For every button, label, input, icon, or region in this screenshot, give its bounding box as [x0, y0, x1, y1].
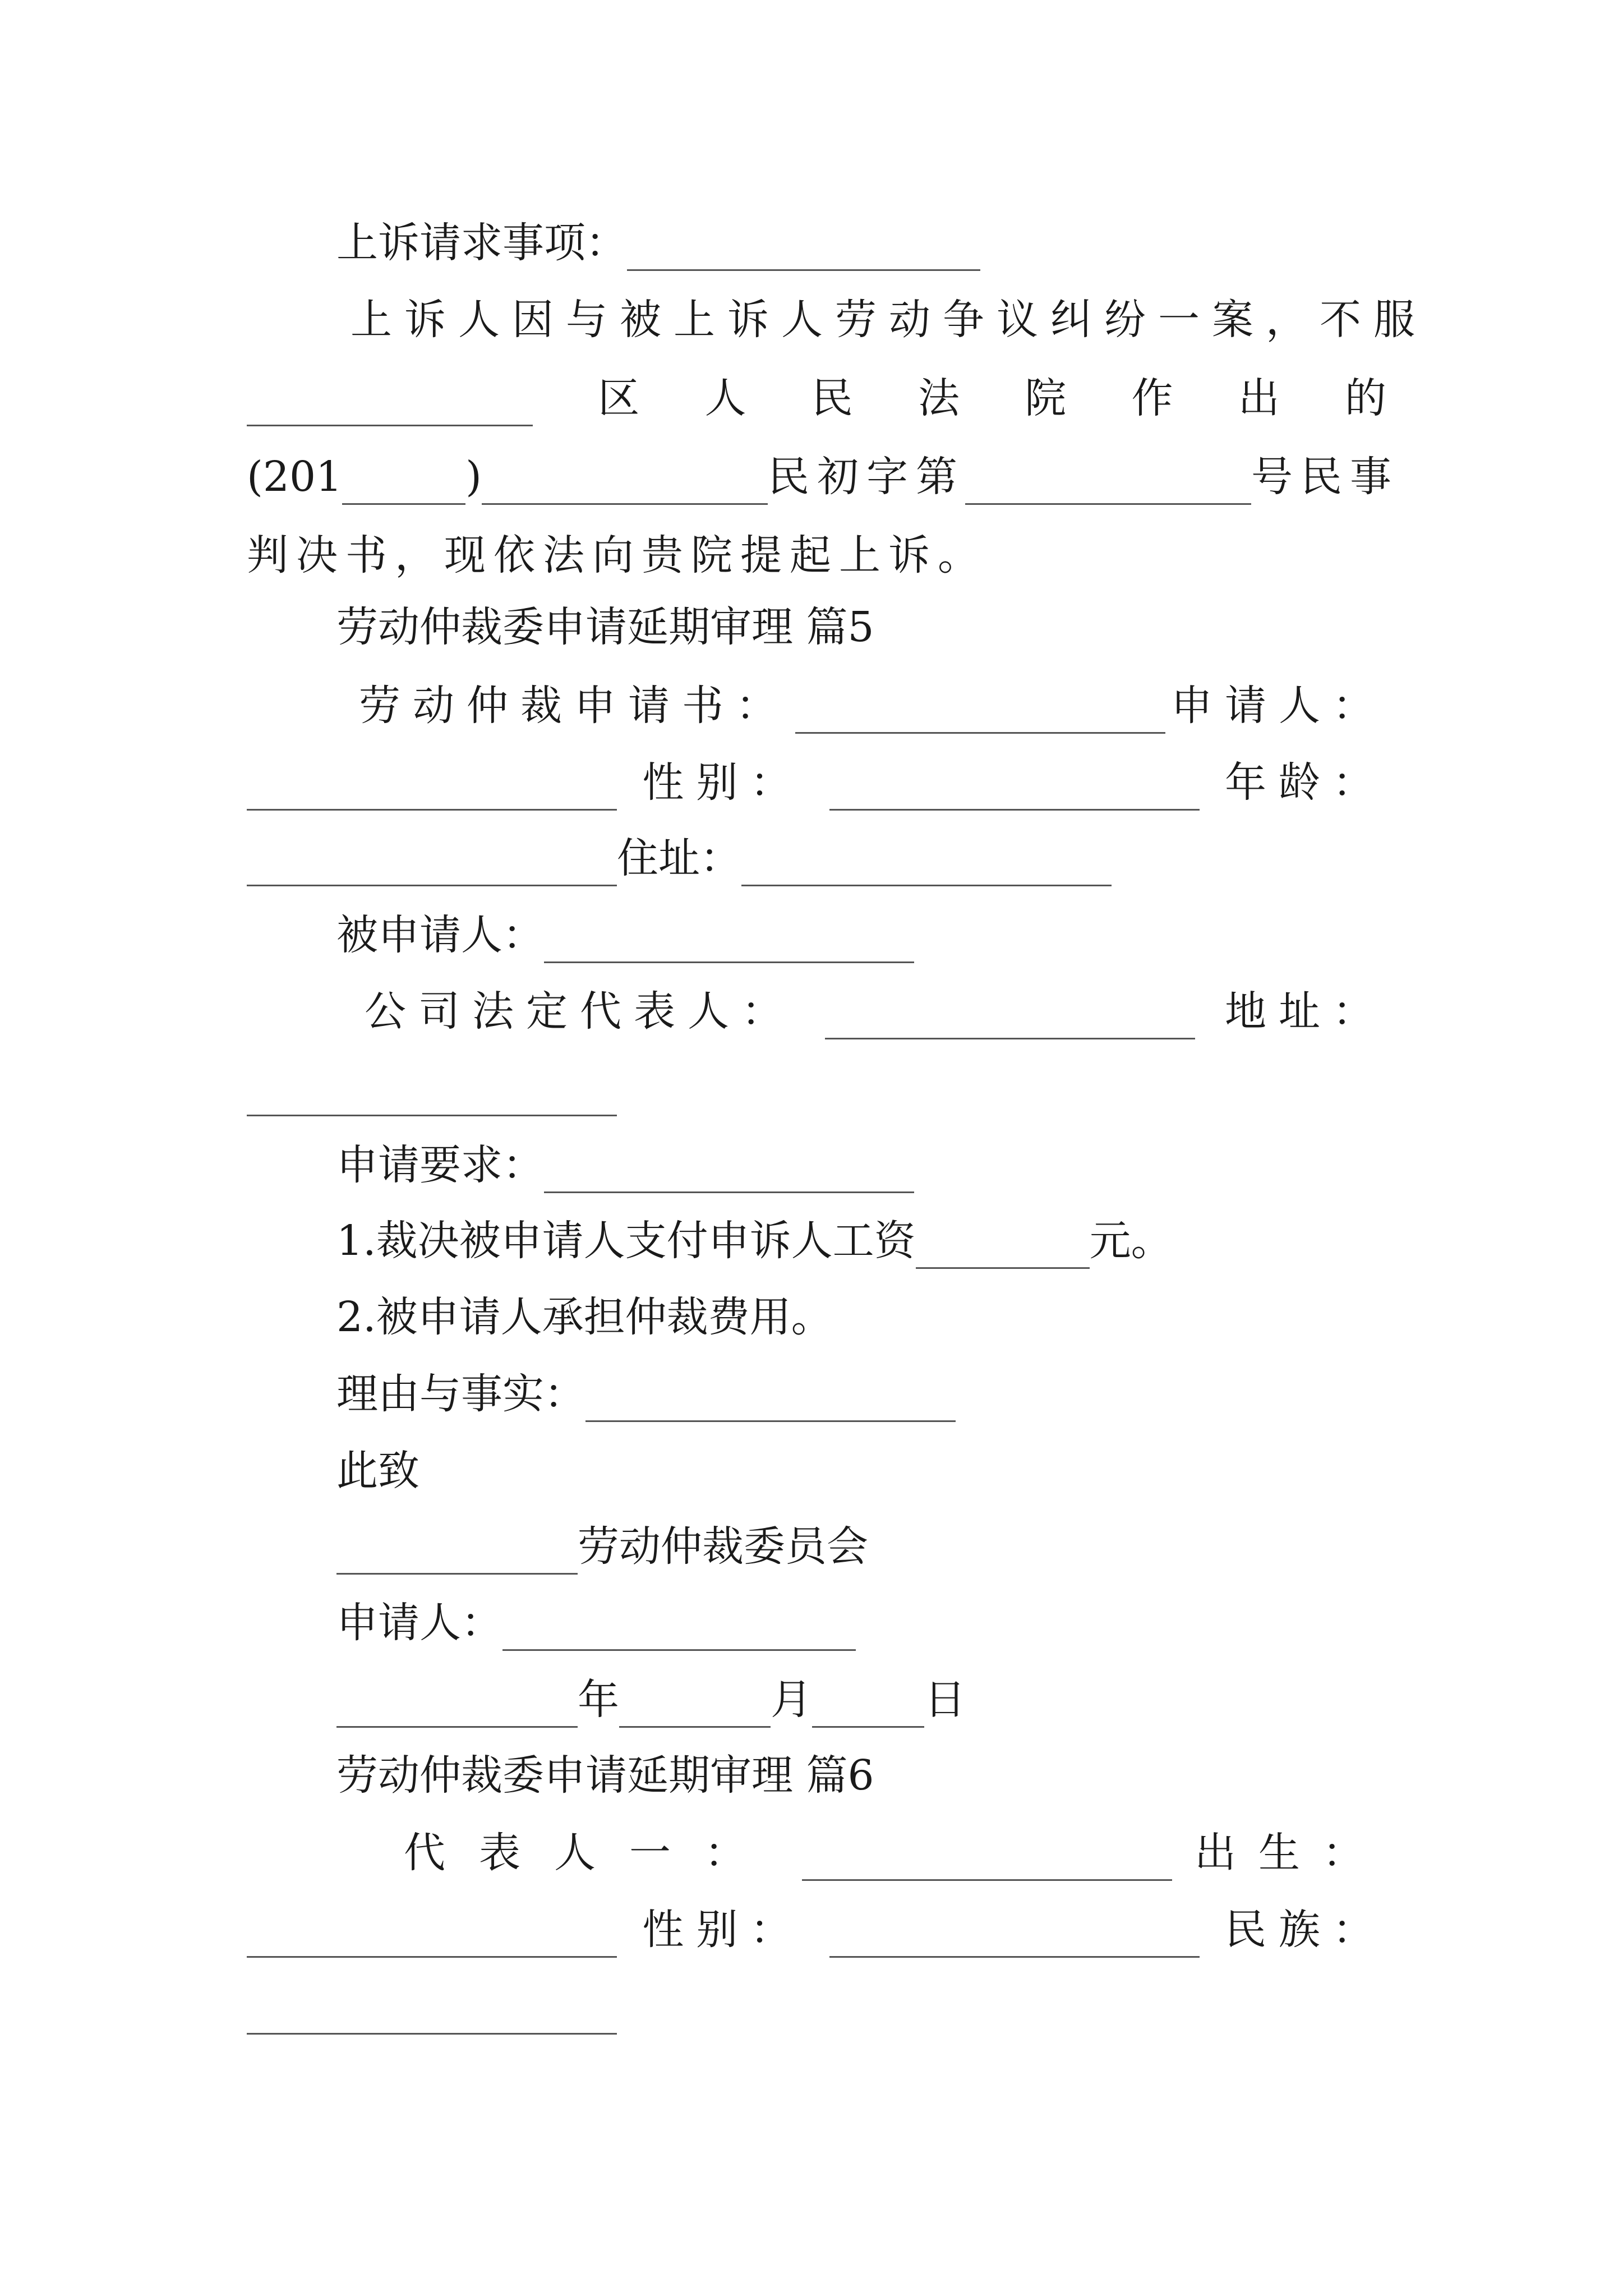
year-fill-blank [336, 1682, 578, 1728]
month-fill-blank [619, 1682, 771, 1728]
court-word: 民 [811, 374, 853, 422]
civil-case-label: 民初字第 [768, 453, 965, 501]
gender-age-line [247, 754, 1386, 811]
address-line [247, 830, 1112, 886]
section6-title-text: 劳动仲裁委申请延期审理 篇6 [336, 1751, 874, 1800]
legal-rep-label: 公司法定代表人： [365, 987, 795, 1036]
case-prefix-blank [482, 459, 768, 505]
reasons-blank [585, 1377, 956, 1422]
demand-1-line [336, 1213, 1173, 1269]
respondent-label: 被申请人： [336, 911, 544, 959]
court-word: 法 [918, 374, 960, 422]
rep1-label: 代表人一： [404, 1829, 780, 1877]
respondent-blank [544, 918, 914, 963]
section5-title [336, 599, 874, 655]
appeal-line-1 [351, 292, 1427, 348]
ethnicity-blank [247, 1989, 617, 2035]
year-blank [342, 459, 465, 505]
birth-blank [247, 1912, 617, 1958]
representative-line [404, 1825, 1386, 1881]
court-word: 人 [704, 374, 746, 422]
appeal-request-blank [627, 226, 980, 271]
age-blank [247, 841, 617, 886]
application-doc-line [359, 678, 1386, 734]
court-district-blank [247, 381, 533, 426]
demand-1-prefix: 1.裁决被申请人支付申诉人工资 [336, 1217, 916, 1265]
legal-rep-line [365, 983, 1386, 1039]
gender-blank [829, 765, 1200, 811]
applicant-label: 申请人： [1171, 682, 1386, 730]
demand-1-suffix: 元。 [1089, 1217, 1173, 1265]
committee-suffix: 劳动仲裁委员会 [578, 1522, 868, 1571]
date-line [336, 1672, 966, 1728]
demands-label: 申请要求： [336, 1141, 544, 1189]
reasons-label: 理由与事实： [336, 1370, 585, 1418]
gender2-label: 性别： [642, 1906, 804, 1954]
gender-ethnicity-line [247, 1902, 1386, 1958]
year-prefix: (201 [247, 453, 343, 501]
day-fill-blank [812, 1682, 924, 1728]
court-word: 出 [1238, 374, 1280, 422]
year-char: 年 [578, 1676, 619, 1724]
section5-title-text: 劳动仲裁委申请延期审理 篇5 [336, 603, 874, 651]
legal-rep-blank [825, 994, 1195, 1039]
appeal-request-label: 上诉请求事项： [336, 219, 627, 267]
application-doc-label: 劳动仲裁申请书： [359, 682, 790, 730]
demands-blank [544, 1148, 914, 1193]
demands-line [336, 1137, 914, 1193]
age-label: 年龄： [1224, 758, 1386, 807]
appeal-request-line [336, 215, 980, 271]
court-word: 的 [1345, 374, 1386, 422]
section6-title [336, 1747, 874, 1803]
demand-2-text: 2.被申请人承担仲裁费用。 [336, 1293, 833, 1341]
signer-label: 申请人： [336, 1599, 502, 1647]
case-number-blank [965, 459, 1251, 505]
ethnicity-blank-line [247, 1978, 617, 2035]
court-word: 区 [598, 374, 640, 422]
appeal-line-3 [247, 449, 1399, 505]
address-label: 住址： [617, 834, 741, 882]
demand-2-line [336, 1289, 833, 1345]
address-blank [741, 841, 1112, 886]
committee-blank [336, 1529, 578, 1575]
applicant-name-blank [247, 765, 617, 811]
application-doc-blank [795, 688, 1165, 734]
appeal-text-4: 判决书，现依法向贵院提起上诉。 [247, 531, 987, 579]
gender2-blank [829, 1912, 1200, 1958]
signer-blank [502, 1605, 856, 1651]
reasons-line [336, 1366, 956, 1422]
birth-label: 出生： [1195, 1829, 1386, 1877]
day-char: 日 [924, 1676, 966, 1724]
month-char: 月 [771, 1676, 812, 1724]
court-word: 作 [1131, 374, 1173, 422]
location-label: 地址： [1225, 987, 1386, 1036]
ethnicity-label: 民族： [1224, 1906, 1386, 1954]
location-blank-line [247, 1060, 617, 1116]
appeal-text-1: 上诉人因与被上诉人劳动争议纠纷一案，不服 [351, 296, 1427, 344]
appeal-line-2 [247, 370, 1386, 426]
court-word: 院 [1025, 374, 1067, 422]
salutation-line [336, 1443, 419, 1499]
respondent-line [336, 907, 914, 963]
salary-amount-blank [916, 1223, 1090, 1269]
appeal-line-4 [247, 527, 987, 583]
signer-line [336, 1595, 856, 1651]
salutation-text: 此致 [336, 1447, 419, 1495]
judgment-suffix: 号民事 [1251, 453, 1399, 501]
gender-label: 性别： [642, 758, 804, 807]
rep1-blank [802, 1835, 1172, 1881]
location-blank [247, 1071, 617, 1116]
committee-line [336, 1519, 868, 1575]
year-suffix: ) [465, 453, 482, 501]
